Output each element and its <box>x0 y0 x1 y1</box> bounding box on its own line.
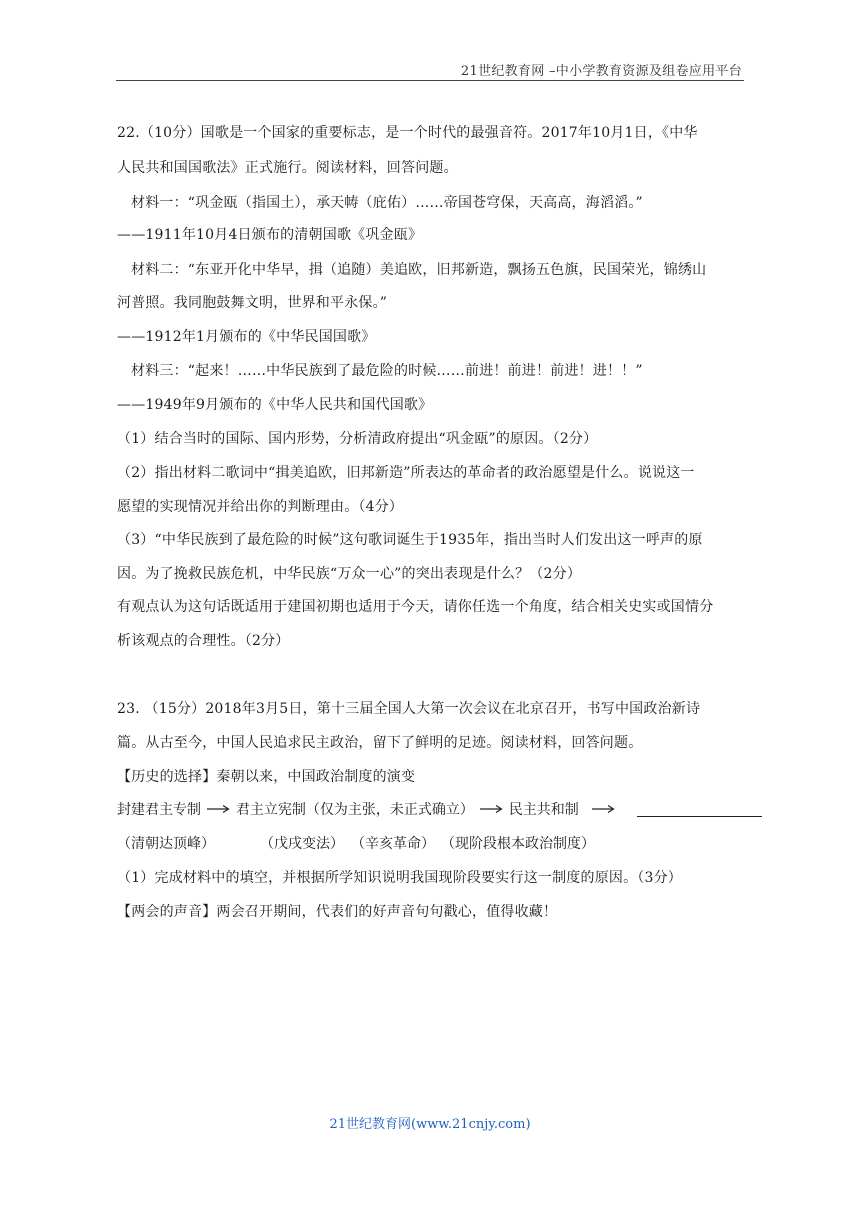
q22-subquestion4-line1: 有观点认为这句话既适用于建国初期也适用于今天，请你任选一个角度，结合相关史实或国情分 <box>117 599 714 615</box>
flow-stage-feudal: 封建君主专制 <box>117 802 201 818</box>
q22-material2-source: ——1912年1月颁布的《中华民国国歌》 <box>117 329 376 345</box>
q22-subquestion4-line2: 析该观点的合理性。（2分） <box>117 633 290 649</box>
flow-stage-republic: 民主共和制 <box>508 802 579 818</box>
page-header: 21世纪教育网 –中小学教育资源及组卷应用平台 <box>460 64 742 79</box>
q22-material3-source: ——1949年9月颁布的《中华人民共和国代国歌》 <box>117 397 433 413</box>
q22-material3: 材料三：“起来！……中华民族到了最危险的时候……前进！前进！前进！进！！” <box>131 363 643 379</box>
flow-stage-constitutional: 君主立宪制（仅为主张，未正式确立） <box>235 802 474 818</box>
q23-stem-line1: 23. （15分）2018年3月5日，第十三届全国人大第一次会议在北京召开，书写中国政治新诗 <box>117 701 701 717</box>
q23-voice-heading: 【两会的声音】两会召开期间，代表们的好声音句句戳心，值得收藏！ <box>117 904 558 920</box>
q23-subquestion1: （1）完成材料中的填空，并根据所学知识说明我国现阶段要实行这一制度的原因。（3分） <box>117 870 683 886</box>
q22-stem-line2: 人民共和国国歌法》正式施行。阅读材料，回答问题。 <box>117 160 458 176</box>
q22-stem-line1: 22.（10分）国歌是一个国家的重要标志，是一个时代的最强音符。2017年10月1日，《中华 <box>117 125 698 141</box>
q22-material2-line1: 材料二：“东亚开化中华早，揖（追随）美追欧，旧邦新造，飘扬五色旗，民国荣光，锦绣山 <box>131 262 707 278</box>
political-system-flow <box>117 799 762 819</box>
answer-blank[interactable] <box>637 802 762 817</box>
q22-subquestion2-line2: 愿望的实现情况并给出你的判断理由。（4分） <box>117 499 404 515</box>
header-divider <box>116 80 744 81</box>
flow-note-xinhai: （辛亥革命） <box>351 836 435 852</box>
q22-subquestion2-line1: （2）指出材料二歌词中“揖美追欧，旧邦新造”所表达的革命者的政治愿望是什么。说说这一 <box>117 465 695 481</box>
arrow-right-icon <box>206 804 230 814</box>
arrow-right-icon <box>591 804 615 814</box>
q23-stem-line2: 篇。从古至今，中国人民追求民主政治，留下了鲜明的足迹。阅读材料，回答问题。 <box>117 735 643 751</box>
q22-subquestion3-line1: （3）“中华民族到了最危险的时候”这句歌词诞生于1935年，指出当时人们发出这一呼声的原 <box>117 532 703 548</box>
flow-note-current: （现阶段根本政治制度） <box>441 836 595 852</box>
q23-history-heading: 【历史的选择】秦朝以来，中国政治制度的演变 <box>117 769 416 785</box>
q22-material2-line2: 河普照。我同胞鼓舞文明，世界和平永保。” <box>117 295 388 311</box>
q22-material1: 材料一：“巩金瓯（指国土），承天帱（庇佑）……帝国苍穹保，天高高，海滔滔。” <box>131 195 643 211</box>
flow-note-wuxu: （戊戌变法） <box>260 836 344 852</box>
q22-subquestion3-line2: 因。为了挽救民族危机，中华民族“万众一心”的突出表现是什么？（2分） <box>117 566 582 582</box>
q22-material1-source: ——1911年10月4日颁布的清朝国歌《巩金瓯》 <box>117 227 423 243</box>
q22-subquestion1: （1）结合当时的国际、国内形势，分析清政府提出“巩金瓯”的原因。（2分） <box>117 431 598 447</box>
arrow-right-icon <box>479 804 503 814</box>
page-footer: 21世纪教育网(www.21cnjy.com) <box>329 1117 531 1132</box>
flow-note-qing: （清朝达顶峰） <box>117 836 215 852</box>
